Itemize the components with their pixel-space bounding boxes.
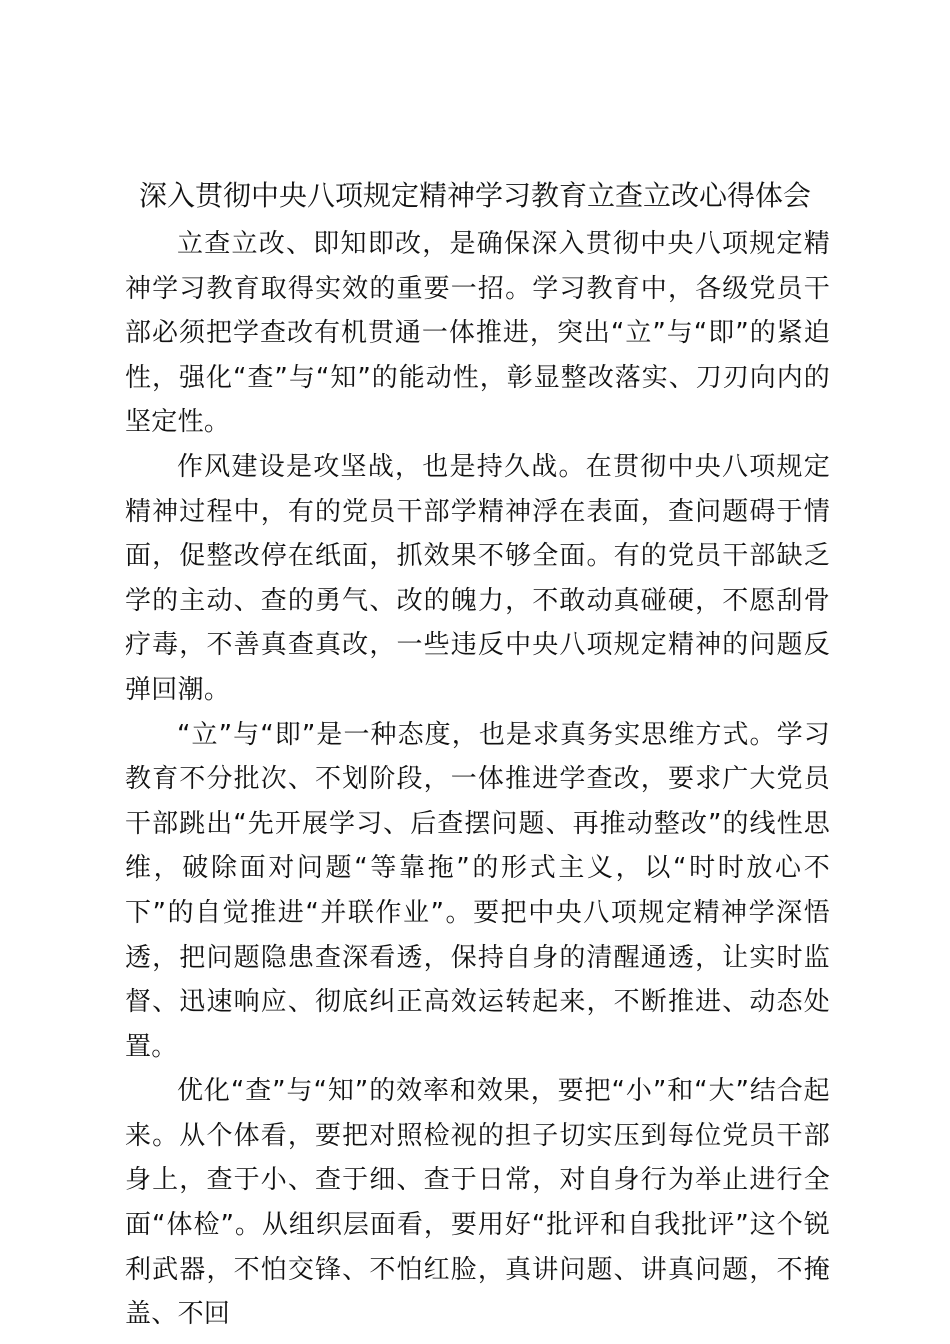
paragraph-2: 作风建设是攻坚战，也是持久战。在贯彻中央八项规定精神过程中，有的党员干部学精神浮在表面，查问题碍于情面，促整改停在纸面，抓效果不够全面。有的党员干部缺乏学的主动、查的勇气、改的魄力，不敢动真碰硬，不愿刮骨疗毒，不善真查真改，一些违反中央八项规定精神的问题反弹回潮。: [125, 451, 830, 705]
document-body: [125, 222, 830, 1337]
paragraph-1: 立查立改、即知即改，是确保深入贯彻中央八项规定精神学习教育取得实效的重要一招。学习教育中，各级党员干部必须把学查改有机贯通一体推进，突出“立”与“即”的紧迫性，强化“查”与“知”的能动性，彰显整改落实、刀刃向内的坚定性。: [125, 229, 830, 438]
paragraph-3: “立”与“即”是一种态度，也是求真务实思维方式。学习教育不分批次、不划阶段，一体推进学查改，要求广大党员干部跳出“先开展学习、后查摆问题、再推动整改”的线性思维，破除面对问题“等靠拖”的形式主义，以“时时放心不下”的自觉推进“并联作业”。要把中央八项规定精神学深悟透，把问题隐患查深看透，保持自身的清醒通透，让实时监督、迅速响应、彻底纠正高效运转起来，不断推进、动态处置。: [125, 719, 830, 1062]
document-title: 深入贯彻中央八项规定精神学习教育立查立改心得体会: [138, 179, 811, 212]
paragraph-4: 优化“查”与“知”的效率和效果，要把“小”和“大”结合起来。从个体看，要把对照检视的担子切实压到每位党员干部身上，查于小、查于细、查于日常，对自身行为举止进行全面“体检”。从组织层面看，要用好“批评和自我批评”这个锐利武器，不怕交锋、不怕红脸，真讲问题、讲真问题，不掩盖、不回: [125, 1076, 830, 1330]
